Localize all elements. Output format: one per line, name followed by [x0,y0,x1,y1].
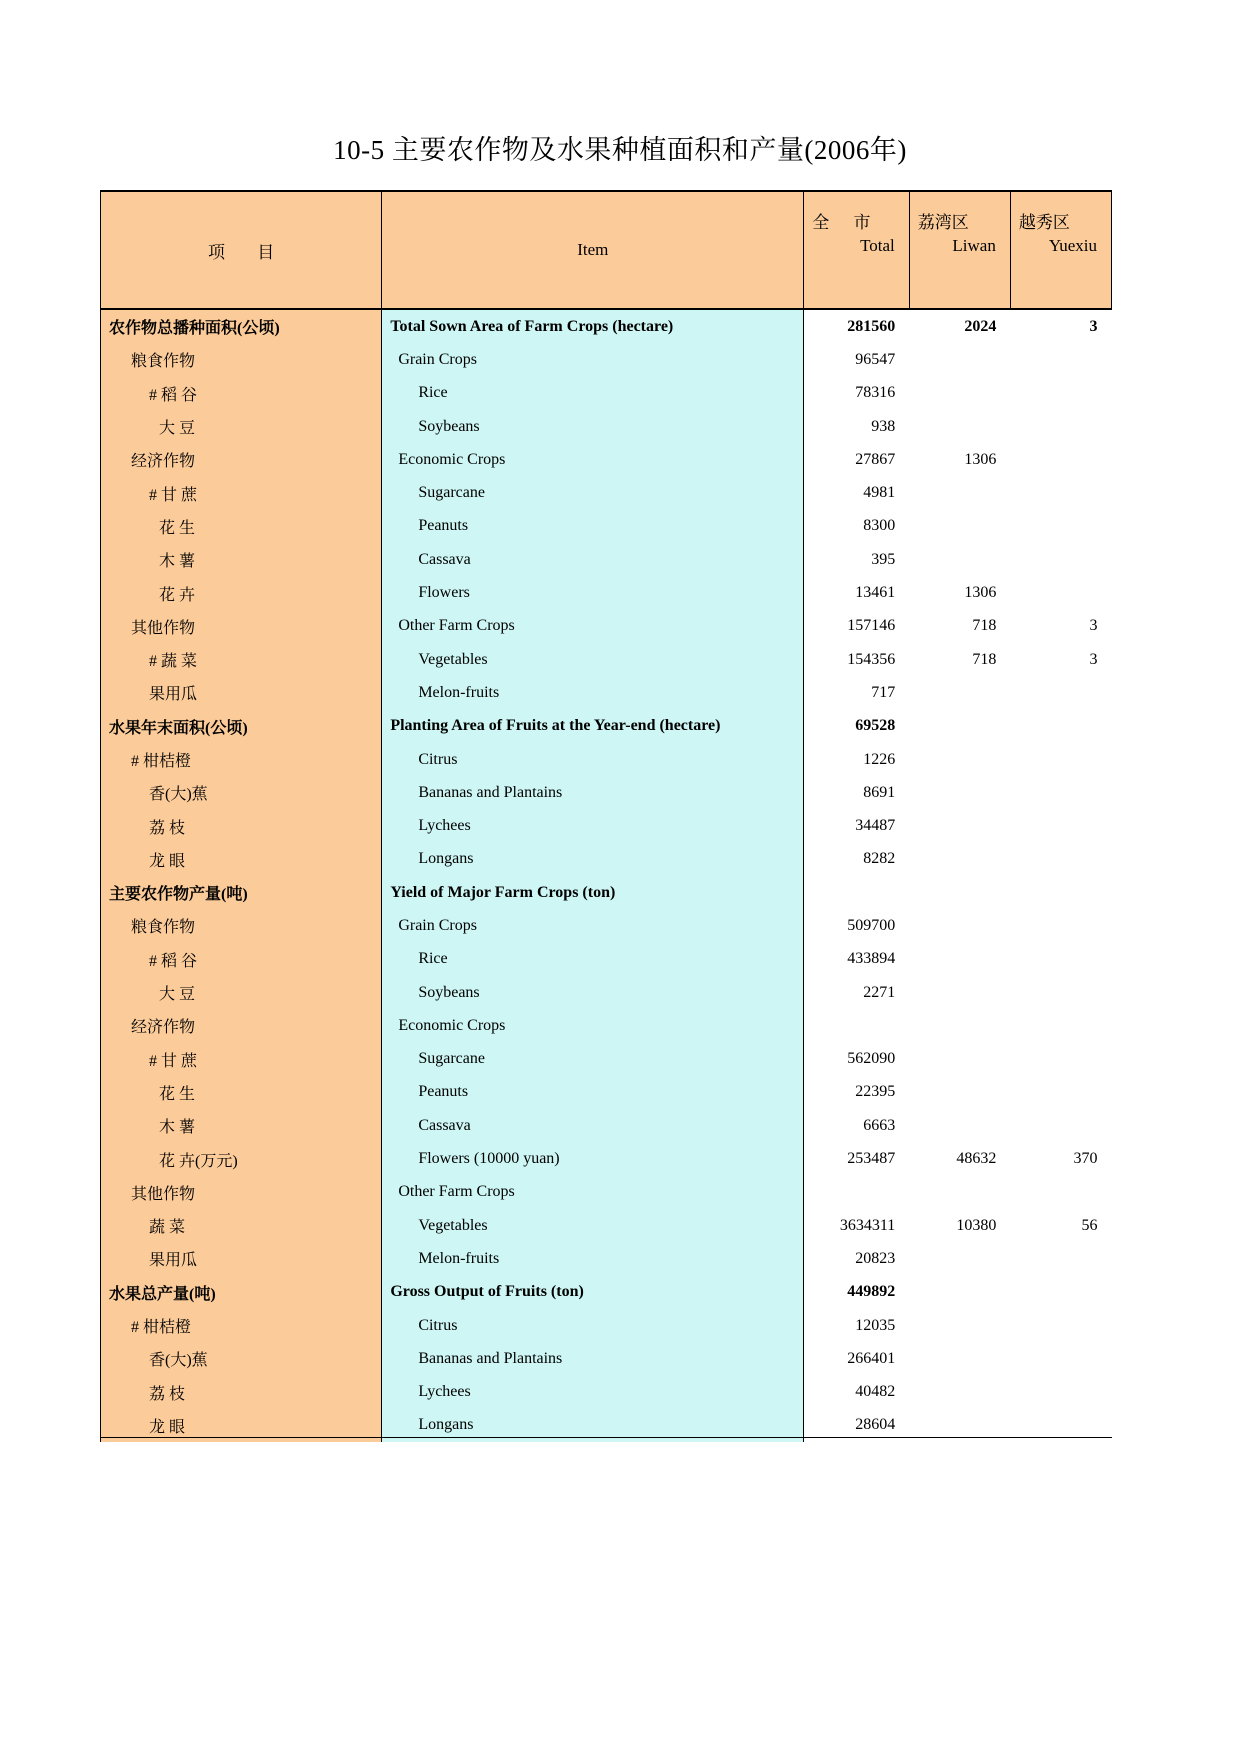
row-label-cn: 粮食作物 [101,909,382,942]
row-label-cn: 大 豆 [101,976,382,1009]
row-value-liwan [909,743,1010,776]
row-value-total: 28604 [804,1409,909,1442]
row-value-total: 27867 [804,443,909,476]
row-value-liwan [909,510,1010,543]
row-value-total: 509700 [804,909,909,942]
table-row [101,1076,1112,1109]
row-label-en: Total Sown Area of Farm Crops (hectare) [382,309,804,343]
row-value-total: 34487 [804,809,909,842]
row-label-en: Economic Crops [382,443,804,476]
row-value-yuexiu [1010,1342,1111,1375]
row-value-total: 12035 [804,1309,909,1342]
row-value-total: 4981 [804,476,909,509]
row-value-yuexiu: 3 [1010,610,1111,643]
row-value-liwan [909,1009,1010,1042]
table-row [101,410,1112,443]
table-row [101,743,1112,776]
row-value-yuexiu [1010,876,1111,909]
row-label-en: Peanuts [382,1076,804,1109]
row-label-en: Melon-fruits [382,676,804,709]
row-value-liwan [909,1342,1010,1375]
row-label-cn: # 稻 谷 [101,377,382,410]
row-value-yuexiu [1010,676,1111,709]
row-label-cn: # 甘 蔗 [101,476,382,509]
page-title: 10-5 主要农作物及水果种植面积和产量(2006年) [333,135,907,165]
row-label-en: Longans [382,843,804,876]
row-label-en: Rice [382,943,804,976]
header-item-cn-label: 项 目 [208,242,289,262]
table-row [101,576,1112,609]
table-row [101,476,1112,509]
row-label-en: Bananas and Plantains [382,1342,804,1375]
header-col-liwan [909,191,1010,309]
row-label-en: Other Farm Crops [382,1176,804,1209]
row-label-en: Lychees [382,809,804,842]
row-label-en: Citrus [382,1309,804,1342]
row-label-cn: 香(大)蕉 [101,1342,382,1375]
row-value-liwan [909,843,1010,876]
row-label-cn: # 甘 蔗 [101,1043,382,1076]
row-label-cn: # 稻 谷 [101,943,382,976]
row-value-total: 157146 [804,610,909,643]
row-label-en: Citrus [382,743,804,776]
row-label-en: Longans [382,1409,804,1442]
row-label-cn: 经济作物 [101,1009,382,1042]
row-value-yuexiu: 3 [1010,309,1111,343]
row-value-total: 3634311 [804,1209,909,1242]
row-label-en: Vegetables [382,1209,804,1242]
table-row [101,443,1112,476]
row-value-liwan: 2024 [909,309,1010,343]
header-col-total-en: Total [860,235,895,255]
table-row [101,610,1112,643]
row-value-yuexiu [1010,1242,1111,1275]
row-value-yuexiu [1010,843,1111,876]
row-value-total: 22395 [804,1076,909,1109]
row-label-cn: 木 薯 [101,543,382,576]
header-col-total-cn: 全 市 [812,213,881,232]
row-label-en: Sugarcane [382,1043,804,1076]
row-label-en: Soybeans [382,410,804,443]
row-label-cn: 主要农作物产量(吨) [101,876,382,909]
row-value-total: 8282 [804,843,909,876]
row-value-liwan [909,1242,1010,1275]
table-row [101,1109,1112,1142]
row-value-yuexiu: 370 [1010,1142,1111,1175]
row-value-total: 717 [804,676,909,709]
row-value-total: 253487 [804,1142,909,1175]
row-label-cn: 果用瓜 [101,676,382,709]
row-value-yuexiu [1010,543,1111,576]
row-value-liwan: 1306 [909,443,1010,476]
table-row [101,1376,1112,1409]
table-row [101,843,1112,876]
row-label-cn: 蔬 菜 [101,1209,382,1242]
row-label-en: Bananas and Plantains [382,776,804,809]
table-row [101,343,1112,376]
row-value-liwan [909,976,1010,1009]
row-value-total: 13461 [804,576,909,609]
row-label-cn: # 柑桔橙 [101,743,382,776]
table-row [101,1009,1112,1042]
row-label-en: Flowers [382,576,804,609]
table-row [101,1276,1112,1309]
row-label-en: Soybeans [382,976,804,1009]
header-col-liwan-cn: 荔湾区 [917,213,969,232]
row-label-cn: # 柑桔橙 [101,1309,382,1342]
row-value-yuexiu: 3 [1010,643,1111,676]
table-row [101,309,1112,343]
row-value-yuexiu [1010,410,1111,443]
row-value-yuexiu [1010,943,1111,976]
header-col-liwan-en: Liwan [952,235,996,255]
row-label-en: Planting Area of Fruits at the Year-end (hectare) [382,710,804,743]
table-row [101,1342,1112,1375]
row-value-yuexiu [1010,1076,1111,1109]
row-value-liwan: 48632 [909,1142,1010,1175]
row-value-liwan [909,543,1010,576]
row-label-cn: 其他作物 [101,1176,382,1209]
row-label-cn: 水果年末面积(公顷) [101,710,382,743]
table-row [101,876,1112,909]
row-value-total: 281560 [804,309,909,343]
row-label-cn: 龙 眼 [101,1409,382,1442]
row-value-liwan [909,1276,1010,1309]
row-value-liwan [909,710,1010,743]
header-col-yuexiu [1010,191,1111,309]
row-value-liwan [909,1376,1010,1409]
row-value-liwan [909,943,1010,976]
row-value-yuexiu [1010,377,1111,410]
row-value-liwan [909,776,1010,809]
row-value-yuexiu [1010,743,1111,776]
row-value-yuexiu [1010,443,1111,476]
row-value-total: 395 [804,543,909,576]
row-label-cn: 花 生 [101,510,382,543]
row-value-liwan [909,476,1010,509]
row-label-cn: 龙 眼 [101,843,382,876]
row-value-total: 1226 [804,743,909,776]
header-col-yuexiu-en: Yuexiu [1048,235,1097,255]
table-row [101,1142,1112,1175]
row-label-en: Cassava [382,1109,804,1142]
row-value-total: 40482 [804,1376,909,1409]
header-col-total [804,191,909,309]
table-row [101,676,1112,709]
header-item-cn [101,191,382,309]
table-row [101,1043,1112,1076]
row-label-en: Flowers (10000 yuan) [382,1142,804,1175]
row-value-liwan [909,1109,1010,1142]
table-header [101,191,1112,309]
row-value-yuexiu [1010,1009,1111,1042]
row-value-liwan: 10380 [909,1209,1010,1242]
row-value-yuexiu [1010,809,1111,842]
row-value-total [804,1176,909,1209]
row-label-cn: 经济作物 [101,443,382,476]
row-value-total: 154356 [804,643,909,676]
row-value-liwan [909,876,1010,909]
row-label-en: Vegetables [382,643,804,676]
row-value-yuexiu [1010,1376,1111,1409]
row-label-cn: 粮食作物 [101,343,382,376]
row-value-liwan: 1306 [909,576,1010,609]
row-label-cn: 荔 枝 [101,1376,382,1409]
table-row [101,377,1112,410]
table-row [101,543,1112,576]
table-row [101,1176,1112,1209]
row-value-liwan [909,1309,1010,1342]
table-row [101,909,1112,942]
row-label-cn: 其他作物 [101,610,382,643]
header-item-en-label: Item [577,240,609,259]
row-value-total: 266401 [804,1342,909,1375]
row-label-cn: 花 卉(万元) [101,1142,382,1175]
row-label-cn: # 蔬 菜 [101,643,382,676]
row-value-total: 938 [804,410,909,443]
row-value-yuexiu [1010,909,1111,942]
row-label-cn: 花 生 [101,1076,382,1109]
row-value-yuexiu [1010,576,1111,609]
row-label-en: Yield of Major Farm Crops (ton) [382,876,804,909]
row-value-yuexiu [1010,510,1111,543]
row-value-liwan: 718 [909,643,1010,676]
header-col-yuexiu-cn: 越秀区 [1018,213,1070,232]
table-row [101,809,1112,842]
row-value-liwan: 718 [909,610,1010,643]
table-row [101,643,1112,676]
row-value-yuexiu [1010,1043,1111,1076]
row-label-en: Other Farm Crops [382,610,804,643]
row-value-liwan [909,809,1010,842]
row-value-yuexiu: 56 [1010,1209,1111,1242]
row-value-total: 6663 [804,1109,909,1142]
row-label-cn: 农作物总播种面积(公顷) [101,309,382,343]
row-value-yuexiu [1010,1109,1111,1142]
row-value-liwan [909,1043,1010,1076]
table-row [101,1242,1112,1275]
table-row [101,1209,1112,1242]
row-label-cn: 木 薯 [101,1109,382,1142]
row-value-total: 69528 [804,710,909,743]
row-value-yuexiu [1010,343,1111,376]
row-label-cn: 水果总产量(吨) [101,1276,382,1309]
row-value-total: 449892 [804,1276,909,1309]
row-label-en: Grain Crops [382,343,804,376]
row-value-liwan [909,410,1010,443]
header-item-en [382,191,804,309]
row-value-total: 78316 [804,377,909,410]
table-container [100,190,1112,1442]
row-value-yuexiu [1010,1309,1111,1342]
row-label-en: Lychees [382,1376,804,1409]
row-label-cn: 花 卉 [101,576,382,609]
table-row [101,510,1112,543]
row-label-en: Peanuts [382,510,804,543]
row-value-total: 8300 [804,510,909,543]
row-value-total: 8691 [804,776,909,809]
table-row [101,710,1112,743]
row-value-yuexiu [1010,1276,1111,1309]
row-label-cn: 香(大)蕉 [101,776,382,809]
table-bottom-rule [100,1437,1112,1438]
table-row [101,943,1112,976]
row-value-yuexiu [1010,476,1111,509]
row-value-yuexiu [1010,710,1111,743]
row-label-en: Grain Crops [382,909,804,942]
row-value-yuexiu [1010,776,1111,809]
row-value-total: 2271 [804,976,909,1009]
table-body [101,309,1112,1442]
row-label-cn: 荔 枝 [101,809,382,842]
row-label-en: Cassava [382,543,804,576]
row-label-en: Melon-fruits [382,1242,804,1275]
row-value-yuexiu [1010,1176,1111,1209]
row-label-en: Rice [382,377,804,410]
row-value-total [804,1009,909,1042]
row-value-total: 96547 [804,343,909,376]
row-value-total: 433894 [804,943,909,976]
row-value-total: 562090 [804,1043,909,1076]
row-value-liwan [909,1076,1010,1109]
row-value-liwan [909,676,1010,709]
crops-table [100,190,1112,1442]
row-label-en: Economic Crops [382,1009,804,1042]
row-label-en: Sugarcane [382,476,804,509]
row-value-liwan [909,909,1010,942]
row-value-liwan [909,1176,1010,1209]
row-value-yuexiu [1010,976,1111,1009]
row-value-total [804,876,909,909]
row-value-liwan [909,377,1010,410]
table-row [101,1309,1112,1342]
row-value-total: 20823 [804,1242,909,1275]
row-label-cn: 果用瓜 [101,1242,382,1275]
row-label-cn: 大 豆 [101,410,382,443]
table-row [101,976,1112,1009]
row-label-en: Gross Output of Fruits (ton) [382,1276,804,1309]
row-value-liwan [909,343,1010,376]
table-row [101,776,1112,809]
